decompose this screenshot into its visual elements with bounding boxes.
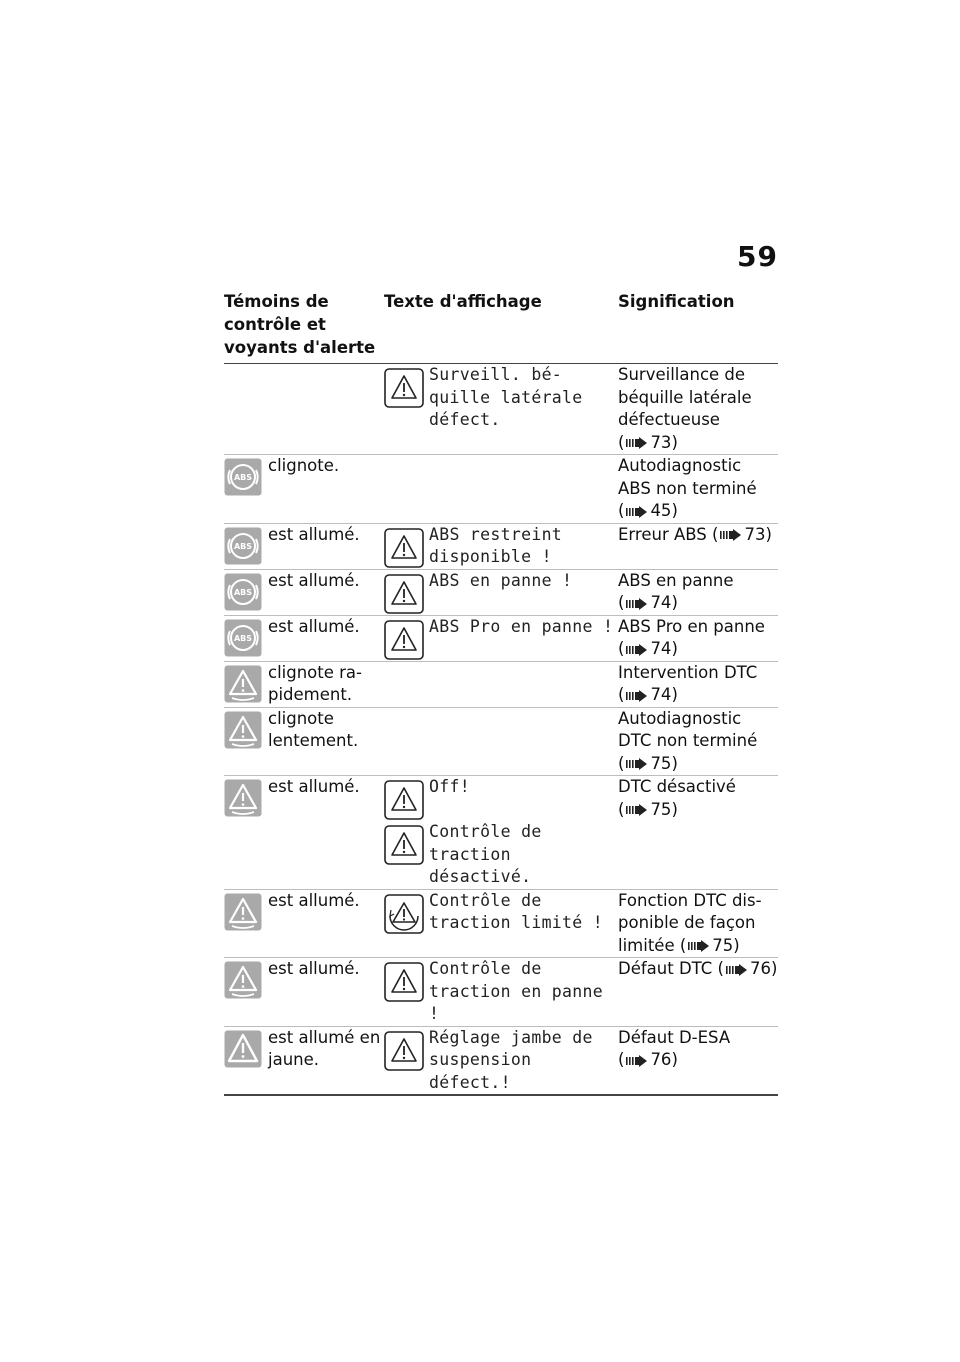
- page-reference-link[interactable]: ( 73): [706, 524, 772, 544]
- warning-indicator-table: [224, 288, 778, 1096]
- page-number: 59: [737, 240, 778, 273]
- display-text-cell: [384, 821, 618, 889]
- meaning-text: ABS Pro en panne: [618, 616, 765, 636]
- warning-triangle-icon: [384, 780, 424, 820]
- meaning-cell: [618, 958, 778, 1026]
- indicator-state: clignote lentement.: [268, 708, 359, 750]
- page-reference-number: 76: [650, 1050, 672, 1069]
- svg-text:ABS: ABS: [233, 473, 253, 482]
- meaning-cell: [618, 524, 778, 569]
- table-row: [224, 821, 778, 890]
- page-reference-arrow-icon: [626, 506, 648, 518]
- page-reference-number: 74: [650, 593, 672, 612]
- page-reference-link[interactable]: ( 45): [618, 501, 678, 520]
- meaning-text: Intervention DTC: [618, 662, 758, 682]
- page-reference-number: 75: [650, 799, 672, 819]
- table-row: [224, 958, 778, 1027]
- warning-triangle-icon: [384, 528, 424, 568]
- indicator-cell: [224, 1027, 384, 1095]
- display-text-cell: [384, 776, 618, 821]
- table-row: [224, 1027, 778, 1097]
- display-message: Contrôle de traction limité !: [429, 890, 603, 932]
- indicator-state: est allumé.: [268, 570, 360, 590]
- display-text-cell: [384, 364, 618, 454]
- page-reference-number: 74: [650, 639, 672, 658]
- page-reference-link[interactable]: ( 74): [618, 685, 678, 704]
- page-reference-number: 74: [650, 685, 672, 704]
- meaning-cell: [618, 821, 778, 889]
- indicator-cell: [224, 776, 384, 821]
- warning-triangle-icon: [384, 620, 424, 660]
- table-row: [224, 662, 778, 708]
- display-message: Contrôle de traction désactivé.: [429, 822, 542, 886]
- display-text-cell: [384, 1027, 618, 1095]
- display-text-cell: [384, 455, 618, 523]
- meaning-cell: [618, 776, 778, 821]
- page-reference-number: 45: [650, 501, 672, 520]
- page-reference-number: 75: [650, 753, 672, 773]
- indicator-cell: [224, 821, 384, 889]
- table-row: [224, 708, 778, 777]
- meaning-cell: [618, 662, 778, 707]
- page-reference-arrow-icon: [626, 804, 648, 816]
- indicator-state: est allumé.: [268, 777, 360, 796]
- table-row: [224, 364, 778, 455]
- page-reference-arrow-icon: [626, 690, 648, 702]
- display-message: Off!: [429, 777, 470, 796]
- meaning-text: Défaut DTC: [618, 959, 713, 978]
- table-row: [224, 616, 778, 662]
- indicator-state: clignote.: [268, 456, 340, 475]
- page-reference-link[interactable]: ( 74): [618, 593, 678, 612]
- indicator-cell: [224, 570, 384, 615]
- abs-icon: [224, 458, 262, 496]
- meaning-text: Erreur ABS: [618, 524, 707, 544]
- table-body: [224, 364, 778, 1096]
- warning-triangle-icon: [384, 962, 424, 1002]
- warning-triangle-icon: [384, 574, 424, 614]
- table-header: [224, 288, 778, 364]
- indicator-cell: [224, 364, 384, 454]
- display-text-cell: [384, 662, 618, 707]
- page-reference-arrow-icon: [626, 644, 648, 656]
- indicator-cell: [224, 890, 384, 958]
- display-text-cell: [384, 570, 618, 615]
- indicator-state: est allumé.: [268, 959, 360, 978]
- general-warning-icon: [224, 1030, 262, 1068]
- meaning-text: Autodiagnostic DTC non terminé: [618, 708, 758, 750]
- meaning-cell: [618, 890, 778, 958]
- dtc-icon: [224, 961, 262, 999]
- indicator-cell: [224, 524, 384, 569]
- page-reference-link[interactable]: ( 73): [618, 432, 678, 452]
- page-reference-link[interactable]: ( 76): [618, 1050, 678, 1069]
- svg-text:ABS: ABS: [233, 541, 253, 551]
- page-reference-arrow-icon: [626, 758, 648, 770]
- abs-icon: [224, 573, 262, 611]
- table-row: [224, 524, 778, 570]
- table-row: [224, 776, 778, 821]
- meaning-cell: [618, 455, 778, 523]
- page-reference-arrow-icon: [726, 964, 748, 976]
- page-reference-number: 76: [749, 959, 771, 978]
- abs-icon: [224, 527, 262, 565]
- table-row: [224, 890, 778, 959]
- meaning-cell: [618, 616, 778, 661]
- indicator-state: est allumé en jaune.: [268, 1027, 381, 1069]
- page-reference-number: 73: [744, 524, 766, 544]
- indicator-state: clignote ra-pidement.: [268, 662, 362, 704]
- page-reference-link[interactable]: ( 76): [712, 959, 778, 978]
- warning-triangle-icon: [384, 368, 424, 408]
- dtc-icon: [224, 893, 262, 931]
- page-reference-arrow-icon: [626, 1055, 648, 1067]
- display-message: ABS restreint disponible !: [429, 524, 563, 566]
- dtc-icon: [224, 779, 262, 817]
- table-row: [224, 455, 778, 524]
- meaning-cell: [618, 364, 778, 454]
- meaning-text: Autodiagnostic ABS non terminé: [618, 456, 757, 498]
- display-text-cell: [384, 958, 618, 1026]
- display-text-cell: [384, 616, 618, 661]
- warning-triangle-icon: [384, 1031, 424, 1071]
- display-text-cell: [384, 708, 618, 776]
- warning-triangle-icon: [384, 825, 424, 865]
- indicator-cell: [224, 708, 384, 776]
- page-reference-link[interactable]: ( 75): [618, 753, 678, 773]
- dtc-icon: [224, 665, 262, 703]
- page-reference-arrow-icon: [688, 940, 710, 952]
- abs-icon: [224, 619, 262, 657]
- indicator-cell: [224, 662, 384, 707]
- page-reference-number: 73: [650, 432, 672, 452]
- page-reference-arrow-icon: [626, 598, 648, 610]
- page-reference-link[interactable]: ( 75): [674, 935, 740, 955]
- display-message: ABS Pro en panne !: [429, 616, 614, 636]
- meaning-text: Défaut D-ESA: [618, 1027, 731, 1047]
- table-row: [224, 570, 778, 616]
- svg-text:ABS: ABS: [233, 587, 253, 597]
- meaning-text: DTC désactivé: [618, 777, 736, 796]
- header-display-text: Texte d'affichage: [384, 292, 542, 311]
- indicator-cell: [224, 958, 384, 1026]
- header-indicators: Témoins de contrôle et voyants d'alerte: [224, 292, 376, 357]
- display-text-cell: [384, 890, 618, 958]
- header-meaning: Signification: [618, 292, 735, 311]
- meaning-text: Fonction DTC dis-ponible de façon limitée: [618, 890, 762, 955]
- display-message: ABS en panne !: [429, 570, 573, 590]
- page-reference-link[interactable]: ( 75): [618, 799, 678, 819]
- indicator-state: est allumé.: [268, 524, 360, 544]
- indicator-cell: [224, 455, 384, 523]
- meaning-cell: [618, 1027, 778, 1095]
- svg-text:ABS: ABS: [233, 633, 253, 643]
- display-message: Réglage jambe de suspension défect.!: [429, 1027, 593, 1092]
- display-message: Contrôle de traction en panne !: [429, 959, 603, 1023]
- meaning-cell: [618, 708, 778, 776]
- meaning-text: ABS en panne: [618, 570, 734, 590]
- page-reference-arrow-icon: [720, 529, 742, 541]
- page-reference-link[interactable]: ( 74): [618, 639, 678, 658]
- indicator-state: est allumé.: [268, 616, 360, 636]
- meaning-text: Surveillance de béquille latérale défectueuse: [618, 365, 752, 429]
- display-text-cell: [384, 524, 618, 569]
- display-message: Surveill. bé-quille latérale défect.: [429, 365, 583, 429]
- indicator-state: est allumé.: [268, 890, 360, 910]
- page-reference-number: 75: [712, 935, 734, 955]
- indicator-cell: [224, 616, 384, 661]
- page-reference-arrow-icon: [626, 437, 648, 449]
- dtc-triangle-icon: [384, 894, 424, 934]
- meaning-cell: [618, 570, 778, 615]
- dtc-icon: [224, 711, 262, 749]
